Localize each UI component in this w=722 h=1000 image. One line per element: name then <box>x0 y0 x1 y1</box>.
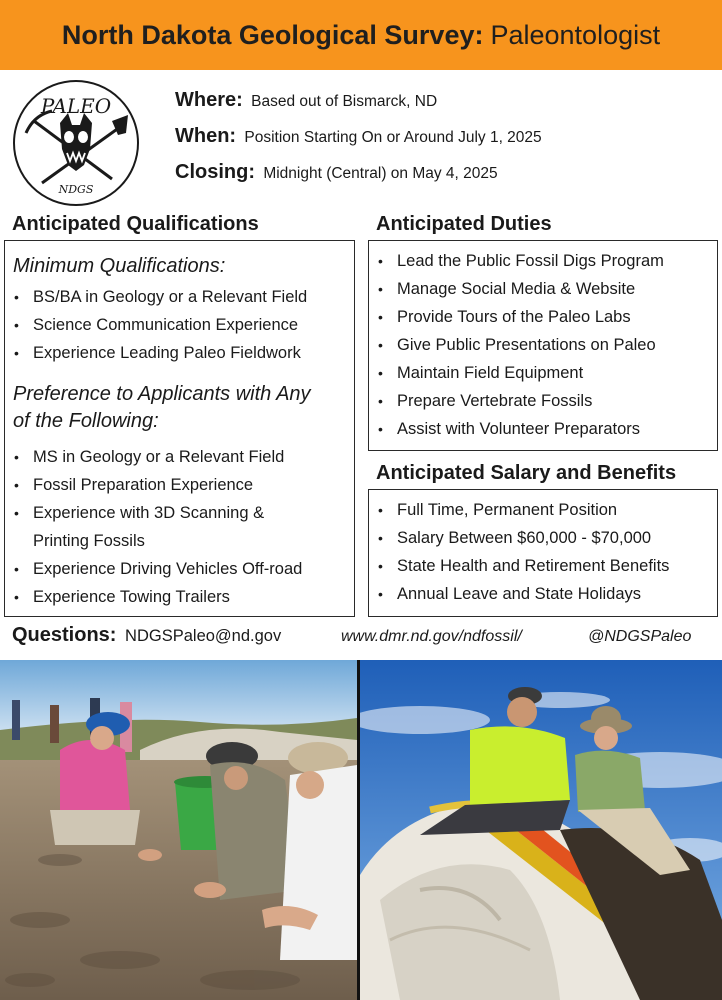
duties-box <box>368 240 718 451</box>
salary-list <box>369 496 717 608</box>
list-item: • Experience Driving Vehicles Off-road <box>5 555 354 583</box>
list-item: • Manage Social Media & Website <box>369 275 717 303</box>
list-item: • Experience Leading Paleo Fieldwork <box>5 339 354 367</box>
list-item: • Annual Leave and State Holidays <box>369 580 717 608</box>
closing-row <box>175 158 542 194</box>
list-item: • State Health and Retirement Benefits <box>369 552 717 580</box>
logo-text-top: PALEO <box>40 94 112 118</box>
when-row <box>175 122 542 158</box>
logo-text-bottom: NDGS <box>58 183 94 196</box>
list-item: • Full Time, Permanent Position <box>369 496 717 524</box>
questions-line <box>12 624 281 647</box>
list-item: • Experience Towing Trailers <box>5 583 354 611</box>
website-link[interactable]: www.dmr.nd.gov/ndfossil/ <box>341 628 522 645</box>
qualifications-heading: Anticipated Qualifications <box>12 213 259 235</box>
social-handle[interactable]: @NDGSPaleo <box>588 628 692 645</box>
list-item: • BS/BA in Geology or a Relevant Field <box>5 283 354 311</box>
list-item: • Prepare Vertebrate Fossils <box>369 387 717 415</box>
list-item: • Lead the Public Fossil Digs Program <box>369 247 717 275</box>
preferred-heading-line-1: Preference to Applicants with Any <box>13 383 311 405</box>
paleo-ndgs-logo-icon <box>12 79 140 207</box>
photo-strip <box>0 660 722 1000</box>
list-item: • Give Public Presentations on Paleo <box>369 331 717 359</box>
qualifications-box <box>4 240 355 617</box>
salary-box <box>368 489 718 617</box>
where-value: Based out of Bismarck, ND <box>251 93 438 110</box>
preferred-heading-line-2: of the Following: <box>13 410 159 432</box>
minimum-qualifications-list <box>5 283 354 367</box>
list-item: • Salary Between $60,000 - $70,000 <box>369 524 717 552</box>
preferred-qualifications-list <box>5 443 354 611</box>
paleontologists-on-plaster-jacket-photo <box>360 660 722 1000</box>
closing-label: Closing: <box>175 161 255 183</box>
position-title: Paleontologist <box>490 19 661 50</box>
list-item: • Fossil Preparation Experience <box>5 471 354 499</box>
list-item: • Maintain Field Equipment <box>369 359 717 387</box>
closing-value: Midnight (Central) on May 4, 2025 <box>263 165 498 182</box>
minimum-qualifications-heading: Minimum Qualifications: <box>13 255 226 277</box>
list-item: • Assist with Volunteer Preparators <box>369 415 717 443</box>
list-item: • MS in Geology or a Relevant Field <box>5 443 354 471</box>
salary-heading: Anticipated Salary and Benefits <box>376 462 677 484</box>
when-value: Position Starting On or Around July 1, 2025 <box>244 129 542 146</box>
duties-heading: Anticipated Duties <box>376 213 552 235</box>
list-item: • Experience with 3D Scanning & <box>5 499 354 527</box>
duties-list <box>369 247 717 443</box>
job-details <box>175 86 542 194</box>
when-label: When: <box>175 125 237 147</box>
where-label: Where: <box>175 89 243 111</box>
org-name: North Dakota Geological Survey: <box>61 19 484 50</box>
list-item-continuation: Printing Fossils <box>33 532 145 550</box>
preferred-qualifications-heading <box>5 381 354 435</box>
contact-email[interactable]: NDGSPaleo@nd.gov <box>125 627 282 645</box>
list-item: • Science Communication Experience <box>5 311 354 339</box>
list-item: • Provide Tours of the Paleo Labs <box>369 303 717 331</box>
where-row <box>175 86 542 122</box>
title-banner <box>0 0 722 70</box>
fossil-dig-photo <box>0 660 357 1000</box>
questions-label: Questions: <box>12 624 117 646</box>
